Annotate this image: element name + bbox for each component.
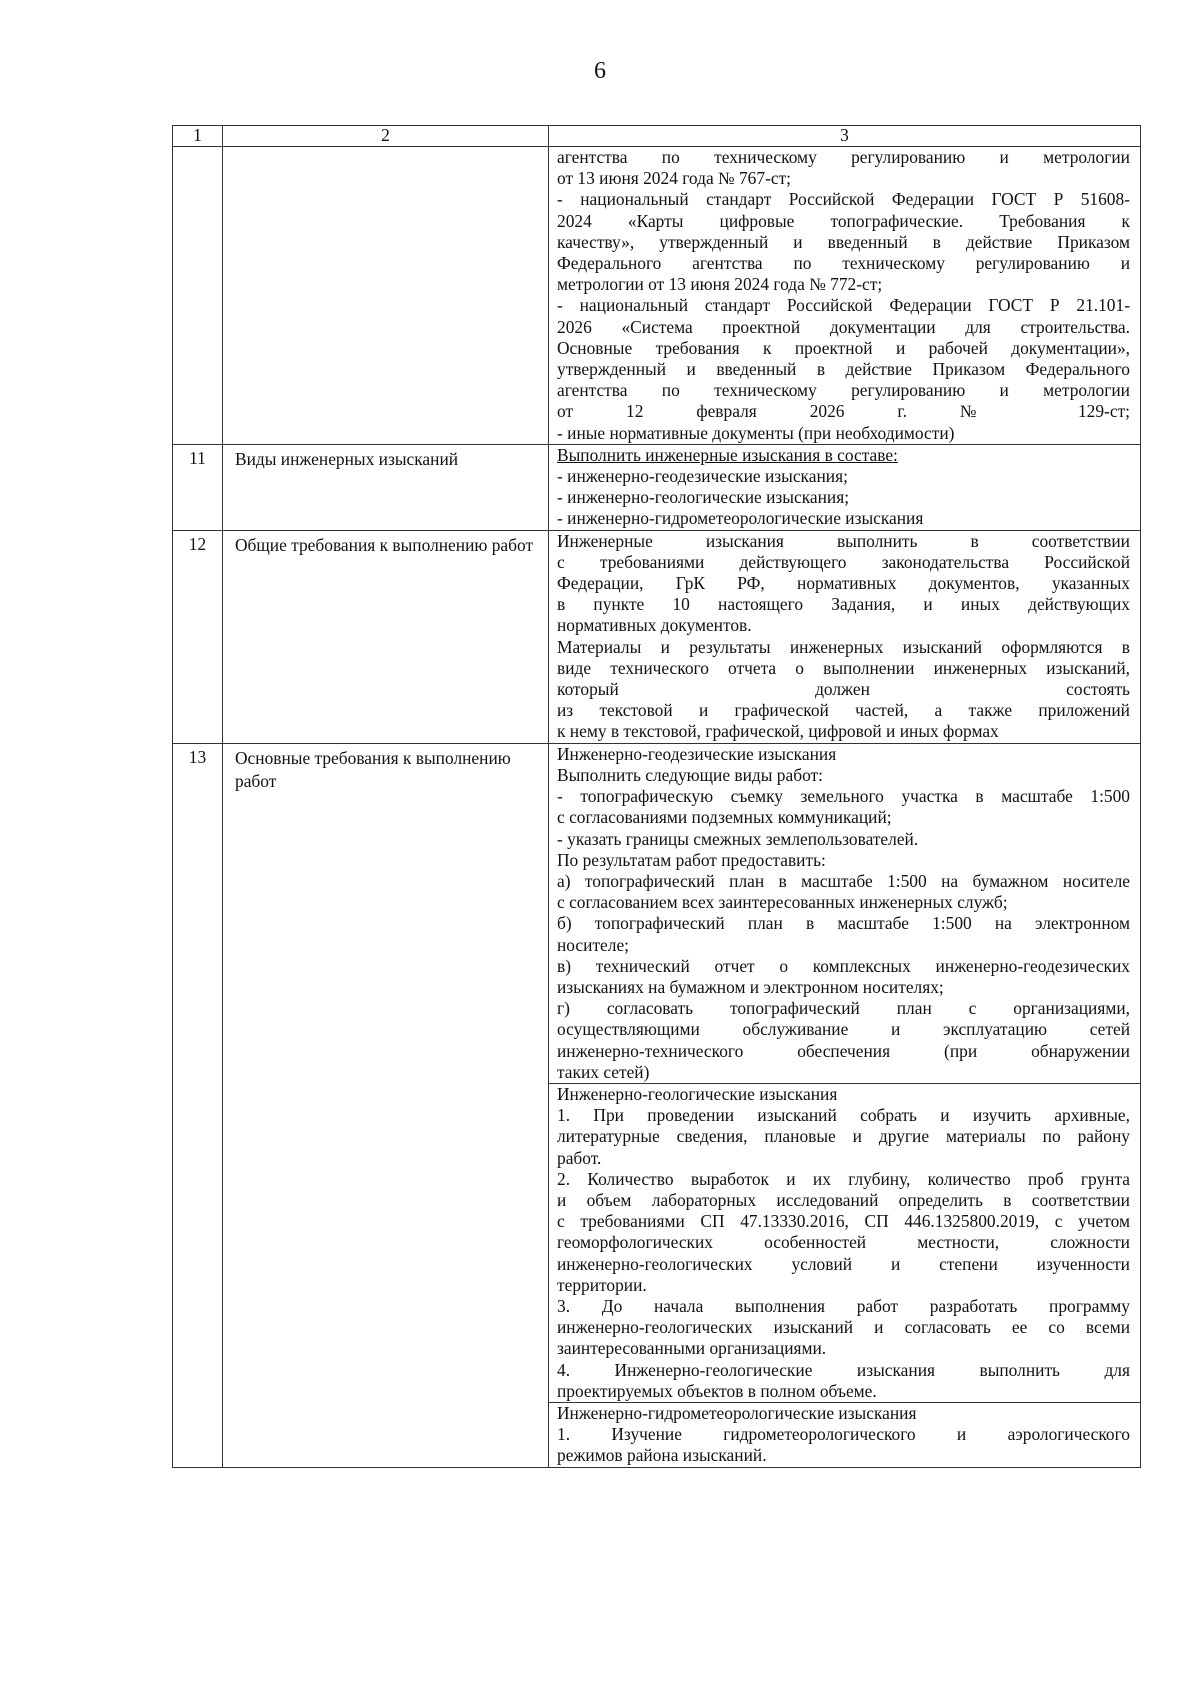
text-line: Инженерно-гидрометеорологические изыскания	[557, 1402, 917, 1423]
text-line: инженерно-технического обеспечения (при обнаружении	[557, 1040, 1130, 1061]
text-line: территории.	[557, 1274, 647, 1295]
row-10-name-cell	[223, 147, 549, 445]
text-line: который должен состоять	[557, 679, 1130, 700]
geodetic-surveys-text	[557, 744, 1130, 1083]
text-line: - инженерно-геологические изыскания;	[557, 487, 850, 508]
text-line: г) согласовать топографический план с организациями,	[557, 998, 1130, 1019]
hydromet-surveys-text	[557, 1403, 1130, 1467]
row-12-text	[557, 531, 1130, 743]
text-line: с согласованиями подземных коммуникаций;	[557, 807, 892, 828]
text-line: агентства по техническому регулированию и метрологии	[557, 147, 1130, 167]
text-line: нормативных документов.	[557, 615, 752, 636]
text-line: виде технического отчета о выполнении инженерных изысканий,	[557, 657, 1130, 678]
text-line: к нему в текстовой, графической, цифровой и иных формах	[557, 721, 999, 742]
text-line: 3. До начала выполнения работ разработать программу	[557, 1295, 1130, 1316]
text-line: метрологии от 13 июня 2024 года № 772-ст;	[557, 274, 883, 295]
text-line: б) топографический план в масштабе 1:500 на электронном	[557, 913, 1130, 934]
text-line: Основные требования к проектной и рабочей документации»,	[557, 337, 1130, 358]
text-line: от 12 февраля 2026 г. № 129-ст;	[557, 401, 1130, 422]
text-line: - иные нормативные документы (при необходимости)	[557, 422, 955, 443]
text-line: - инженерно-геодезические изыскания;	[557, 466, 848, 487]
table-row-10-continued	[173, 147, 1141, 445]
text-line: качеству», утвержденный и введенный в действие Приказом	[557, 231, 1130, 252]
text-line: По результатам работ предоставить:	[557, 849, 826, 870]
column-header-1: 1	[173, 126, 223, 147]
row-11-number: 11	[173, 444, 223, 530]
row-13-number: 13	[173, 743, 223, 1467]
text-line: режимов района изысканий.	[557, 1445, 767, 1466]
text-line: Выполнить следующие виды работ:	[557, 764, 823, 785]
text-line: инженерно-геологических условий и степени изученности	[557, 1253, 1130, 1274]
column-header-3: 3	[549, 126, 1141, 147]
text-line: проектируемых объектов в полном объеме.	[557, 1380, 877, 1401]
row-10-content-cell	[549, 147, 1141, 445]
text-line: Материалы и результаты инженерных изысканий оформляются в	[557, 636, 1130, 657]
text-line: 1. При проведении изысканий собрать и изучить архивные,	[557, 1105, 1130, 1126]
row-12-number: 12	[173, 530, 223, 743]
table-header-row	[173, 126, 1141, 147]
row-12-name: Общие требования к выполнению работ	[223, 530, 549, 743]
text-line: - топографическую съемку земельного участка в масштабе 1:500	[557, 786, 1130, 807]
text-line: 2. Количество выработок и их глубину, количество проб грунта	[557, 1168, 1130, 1189]
text-line: Инженерно-геологические изыскания	[557, 1083, 838, 1104]
geological-surveys-cell	[549, 1083, 1141, 1402]
column-header-2: 2	[223, 126, 549, 147]
text-line: с согласованием всех заинтересованных инженерных служб;	[557, 892, 1008, 913]
row-12-content-cell	[549, 530, 1141, 743]
text-line: Инженерно-геодезические изыскания	[557, 743, 837, 764]
text-line: и объем лабораторных исследований определить в соответствии	[557, 1189, 1130, 1210]
text-line: 2024 «Карты цифровые топографические. Требования к	[557, 210, 1130, 231]
text-line: с требованиями СП 47.13330.2016, СП 446.1325800.2019, с учетом	[557, 1211, 1130, 1232]
text-line: 4. Инженерно-геологические изыскания выполнить для	[557, 1359, 1130, 1380]
text-line: осуществляющими обслуживание и эксплуатацию сетей	[557, 1019, 1130, 1040]
text-line: таких сетей)	[557, 1061, 650, 1082]
table-row-12	[173, 530, 1141, 743]
text-line: в пункте 10 настоящего Задания, и иных действующих	[557, 594, 1130, 615]
hydromet-surveys-cell	[549, 1402, 1141, 1467]
table-row-13-geodetic	[173, 743, 1141, 1083]
text-line: - инженерно-гидрометеорологические изыскания	[557, 508, 924, 529]
requirements-table	[172, 125, 1141, 1468]
row-11-heading: Выполнить инженерные изыскания в составе:	[557, 444, 898, 465]
text-line: литературные сведения, плановые и другие материалы по району	[557, 1126, 1130, 1147]
text-line: из текстовой и графической частей, а также приложений	[557, 700, 1130, 721]
text-line: а) топографический план в масштабе 1:500 на бумажном носителе	[557, 870, 1130, 891]
text-line: от 13 июня 2024 года № 767-ст;	[557, 168, 792, 189]
text-line: заинтересованными организациями.	[557, 1338, 827, 1359]
row-13-name: Основные требования к выполнению работ	[223, 743, 549, 1467]
text-line: 1. Изучение гидрометеорологического и аэрологического	[557, 1424, 1130, 1445]
row-11-content-cell	[549, 444, 1141, 530]
table-row-11	[173, 444, 1141, 530]
text-line: работ.	[557, 1147, 602, 1168]
text-line: утвержденный и введенный в действие Приказом Федерального	[557, 359, 1130, 380]
page-number: 6	[594, 58, 606, 84]
text-line: агентства по техническому регулированию и метрологии	[557, 380, 1130, 401]
text-line: геоморфологических особенностей местности, сложности	[557, 1232, 1130, 1253]
text-line: Федерального агентства по техническому регулированию и	[557, 253, 1130, 274]
geodetic-surveys-cell	[549, 743, 1141, 1083]
row-11-name: Виды инженерных изысканий	[223, 444, 549, 530]
text-line: - национальный стандарт Российской Федерации ГОСТ Р 21.101-	[557, 295, 1130, 316]
text-line: Федерации, ГрК РФ, нормативных документов, указанных	[557, 573, 1130, 594]
text-line: 2026 «Система проектной документации для строительства.	[557, 316, 1130, 337]
text-line: Инженерные изыскания выполнить в соответствии	[557, 530, 1130, 551]
text-line: изысканиях на бумажном и электронном носителях;	[557, 976, 944, 997]
text-line: с требованиями действующего законодательства Российской	[557, 551, 1130, 572]
text-line: - указать границы смежных землепользователей.	[557, 828, 919, 849]
row-11-list	[557, 466, 1130, 530]
row-10-number-cell	[173, 147, 223, 445]
geological-surveys-text	[557, 1084, 1130, 1402]
text-line: - национальный стандарт Российской Федерации ГОСТ Р 51608-	[557, 189, 1130, 210]
text-line: инженерно-геологических изысканий и согласовать ее со всеми	[557, 1317, 1130, 1338]
text-line: в) технический отчет о комплексных инженерно-геодезических	[557, 955, 1130, 976]
text-line: носителе;	[557, 934, 630, 955]
row-10-text	[557, 147, 1130, 444]
